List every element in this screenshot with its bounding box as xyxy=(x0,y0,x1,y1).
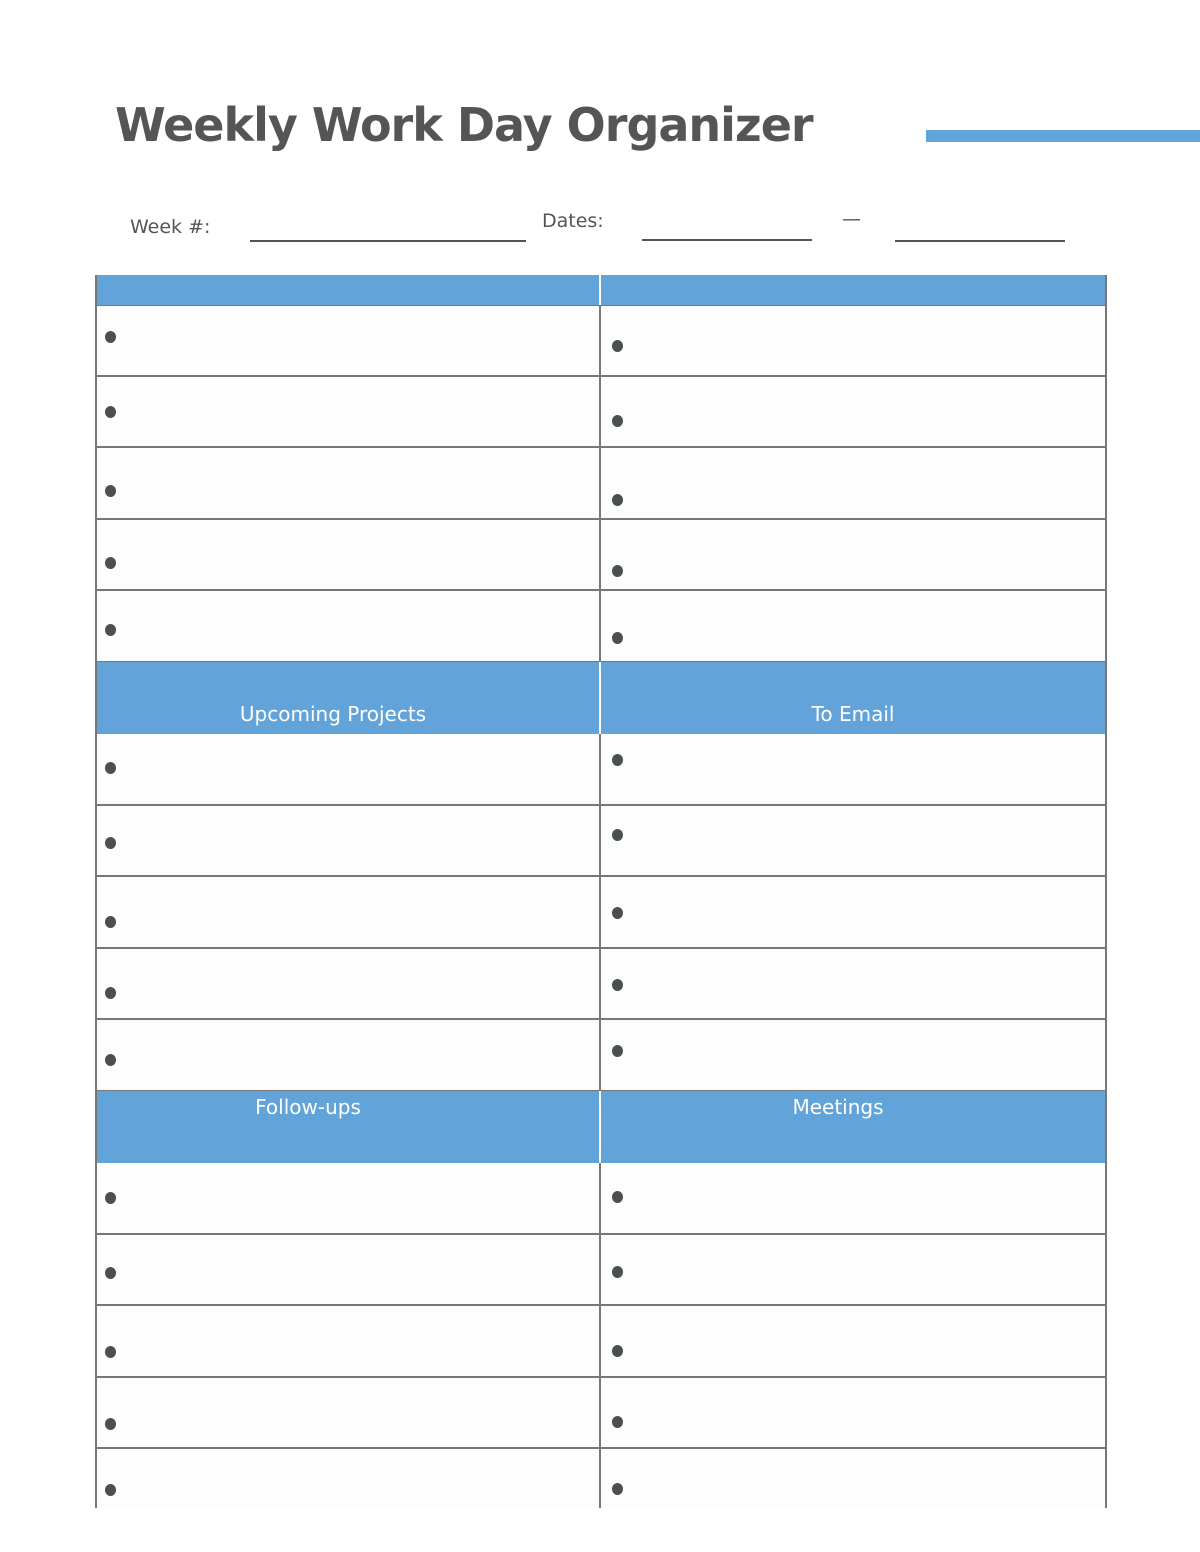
entry-cell[interactable] xyxy=(601,877,1105,949)
start-date-input-line[interactable] xyxy=(642,239,812,241)
entry-cell[interactable] xyxy=(601,377,1105,449)
entry-cell[interactable] xyxy=(601,1235,1105,1307)
section-header-3 xyxy=(97,1091,1105,1163)
page-title: Weekly Work Day Organizer xyxy=(115,98,813,152)
entry-cell[interactable] xyxy=(97,949,599,1021)
dates-label: Dates: xyxy=(542,210,604,232)
entry-cell[interactable] xyxy=(97,591,599,663)
entry-cell[interactable] xyxy=(97,1163,599,1235)
header-divider xyxy=(599,1091,601,1163)
entry-cell[interactable] xyxy=(97,806,599,878)
entry-cell[interactable] xyxy=(601,591,1105,663)
entry-cell[interactable] xyxy=(601,448,1105,520)
section-header-right xyxy=(601,1091,1105,1163)
entry-cell[interactable] xyxy=(97,877,599,949)
section-header-2 xyxy=(97,662,1105,734)
section-header-right xyxy=(601,662,1105,734)
header-divider xyxy=(599,275,601,305)
organizer-grid xyxy=(95,275,1107,1508)
section-header-left xyxy=(97,1091,599,1163)
header-divider xyxy=(599,662,601,734)
entry-cell[interactable] xyxy=(97,1378,599,1450)
entry-cell[interactable] xyxy=(97,448,599,520)
end-date-input-line[interactable] xyxy=(895,240,1065,242)
entry-cell[interactable] xyxy=(601,520,1105,592)
section-header-1 xyxy=(97,275,1105,305)
entry-cell[interactable] xyxy=(601,949,1105,1021)
section-title: Meetings xyxy=(792,1095,884,1119)
entry-cell[interactable] xyxy=(601,734,1105,806)
week-input-line[interactable] xyxy=(250,240,526,242)
entry-cell[interactable] xyxy=(97,377,599,449)
entry-cell[interactable] xyxy=(97,1306,599,1378)
section-title: Follow-ups xyxy=(255,1095,361,1119)
entry-cell[interactable] xyxy=(97,1235,599,1307)
entry-cell[interactable] xyxy=(601,1378,1105,1450)
entry-cell[interactable] xyxy=(97,520,599,592)
dates-separator: — xyxy=(842,208,861,230)
week-label: Week #: xyxy=(130,216,211,238)
entry-cell[interactable] xyxy=(97,305,599,377)
section-header-left xyxy=(97,275,599,305)
entry-cell[interactable] xyxy=(601,806,1105,878)
section-header-left xyxy=(97,662,599,734)
entry-cell[interactable] xyxy=(97,1020,599,1092)
entry-cell[interactable] xyxy=(601,1020,1105,1092)
entry-cell[interactable] xyxy=(601,1163,1105,1235)
entry-cell[interactable] xyxy=(601,1449,1105,1521)
entry-cell[interactable] xyxy=(97,734,599,806)
section-title: To Email xyxy=(811,702,895,726)
accent-bar xyxy=(926,130,1200,142)
entry-cell[interactable] xyxy=(601,1306,1105,1378)
section-title: Upcoming Projects xyxy=(239,702,427,726)
entry-cell[interactable] xyxy=(601,305,1105,377)
entry-cell[interactable] xyxy=(97,1449,599,1521)
section-header-right xyxy=(601,275,1105,305)
